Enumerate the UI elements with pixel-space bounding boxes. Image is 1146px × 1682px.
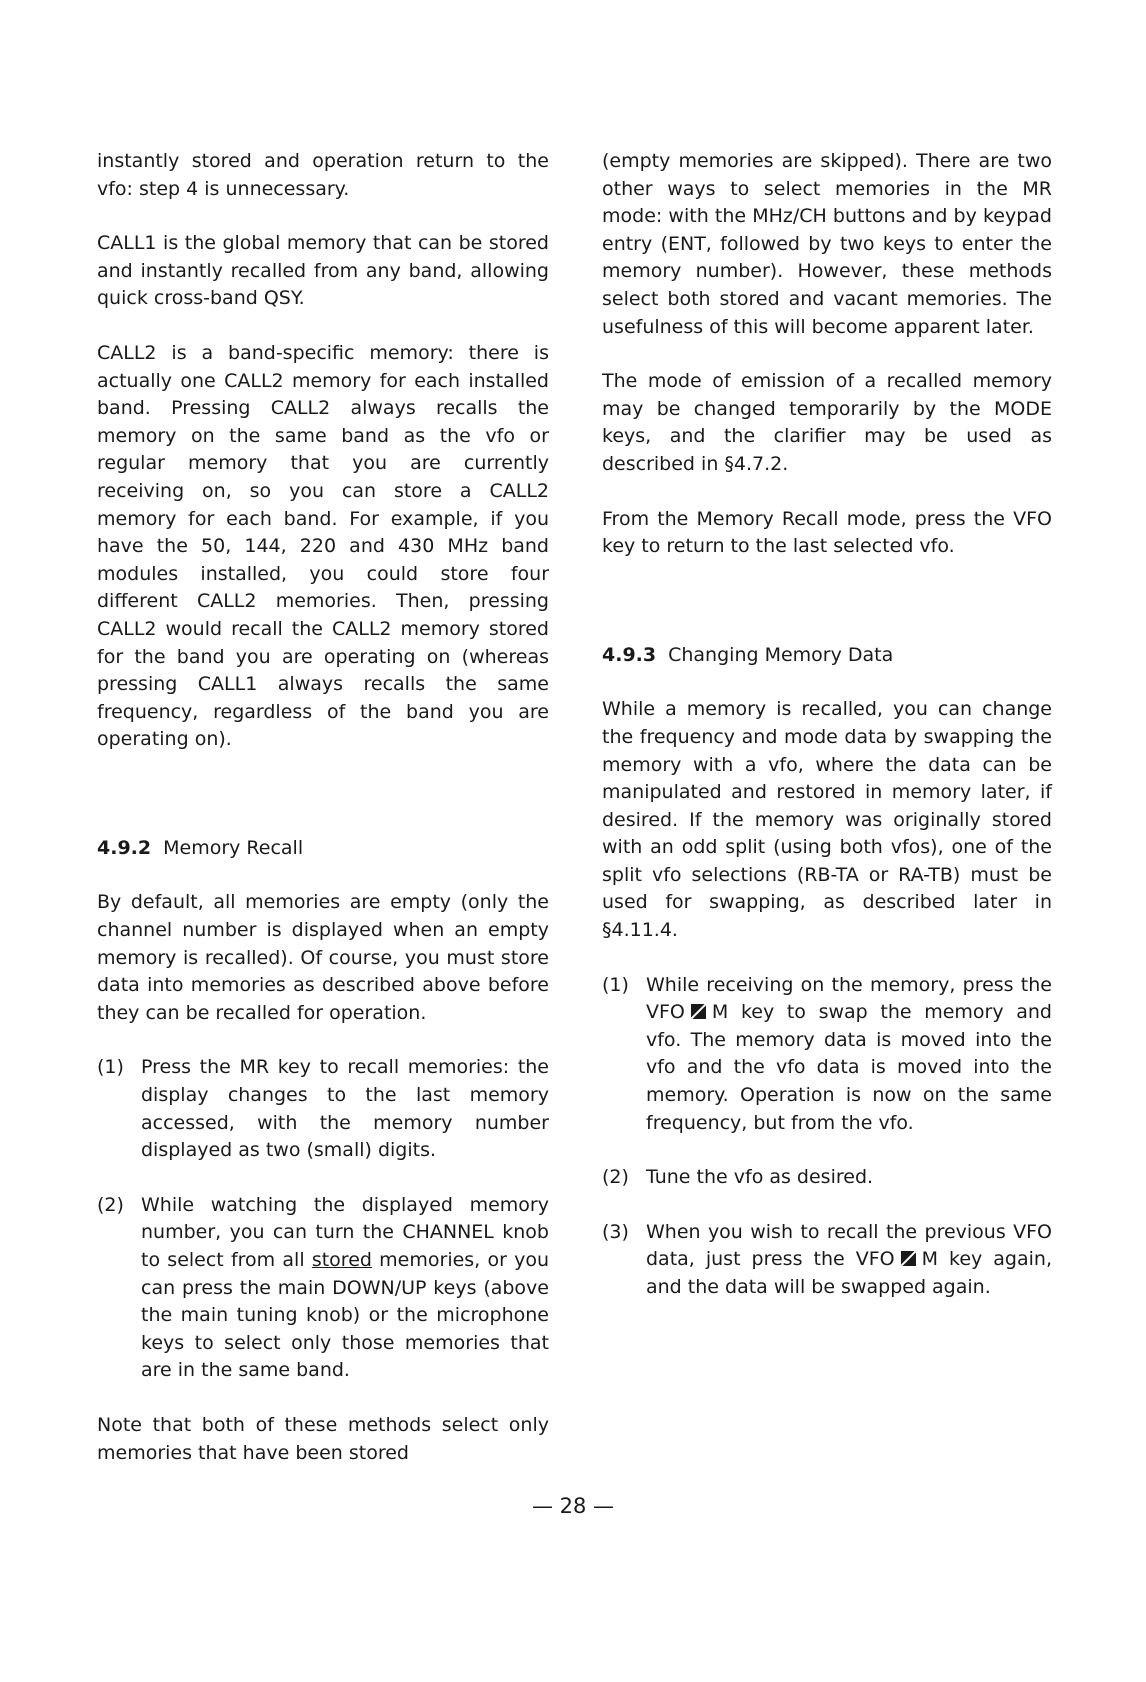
section-heading-4-9-2 [97, 835, 549, 863]
paragraph: While a memory is recalled, you can change the frequency and mode data by swapping the memory with a vfo, where the data can be manipulated and restored in memory later, if desired. If the memory was originally stored with an odd split (using both vfos), one of the split vfo selections (RB-TA or RA-TB) must be used for swapping, as described later in §4.11.4. [602, 698, 1052, 942]
vfo-m-swap-icon [901, 1251, 916, 1266]
list-text: While receiving on the memory, press the VFO M key to swap the memory and vfo. The memory data is moved into the vfo and the vfo data is moved into the memory. Operation is now on the same frequency, but from the vfo. [646, 973, 1052, 1134]
underlined-word: stored [311, 1249, 372, 1271]
paragraph: The mode of emission of a recalled memory may be changed temporarily by the MODE keys, and the clarifier may be used as described in §4.7.2. [602, 370, 1052, 475]
left-column [97, 148, 549, 1494]
vfo-m-swap-icon [691, 1004, 706, 1019]
section-title: Memory Recall [163, 836, 304, 859]
paragraph: Note that both of these methods select only memories that have been stored [97, 1413, 549, 1464]
section-number: 4.9.3 [602, 643, 657, 666]
page-number: — 28 — [531, 1494, 615, 1518]
paragraph: CALL2 is a band-specific memory: there is actually one CALL2 memory for each installed band. Pressing CALL2 always recalls the memory on the same band as the vfo or regular memory that you are currently receiving on, so you can store a CALL2 memory for each band. For example, if you have the 50, 144, 220 and 430 MHz band modules installed, you could store four different CALL2 memories. Then, pressing CALL2 would recall the CALL2 memory stored for the band you are operating on (whereas pressing CALL1 always recalls the same frequency, regardless of the band you are operating on). [97, 341, 549, 751]
list-item [602, 1219, 1052, 1302]
list-number: (1) [602, 973, 629, 996]
paragraph: (empty memories are skipped). There are two other ways to select memories in the MR mode: with the MHz/CH buttons and by keypad entry (ENT, followed by two keys to enter the memory number). However, these methods select both stored and vacant memories. The usefulness of this will become apparent later. [602, 150, 1052, 338]
paragraph: By default, all memories are empty (only the channel number is displayed when an empty memory is recalled). Of course, you must store data into memories as described above before they can be recalled for operation. [97, 891, 549, 1024]
paragraph: From the Memory Recall mode, press the VFO key to return to the last selected vfo. [602, 507, 1052, 558]
paragraph: CALL1 is the global memory that can be stored and instantly recalled from any band, allowing quick cross-band QSY. [97, 232, 549, 310]
list-text: Tune the vfo as desired. [646, 1166, 874, 1189]
list-text: While watching the displayed memory number, you can turn the CHANNEL knob to select from all stored memories, or you can press the main DOWN/UP keys (above the main tuning knob) or the microphone keys to select only those memories that are in the same band. [141, 1193, 550, 1382]
list-item [602, 1164, 1052, 1192]
list-number: (2) [602, 1166, 629, 1189]
section-number: 4.9.2 [97, 836, 152, 859]
list-text: When you wish to recall the previous VFO data, just press the VFO M key again, and the data will be swapped again. [646, 1220, 1052, 1298]
list-item [97, 1054, 549, 1164]
section-title: Changing Memory Data [668, 643, 894, 666]
paragraph: instantly stored and operation return to the vfo: step 4 is unnecessary. [97, 150, 549, 200]
list-item [602, 972, 1052, 1138]
list-text: Press the MR key to recall memories: the display changes to the last memory accessed, with the memory number displayed as two (small) digits. [141, 1056, 549, 1162]
list-item [97, 1192, 549, 1385]
list-number: (2) [97, 1193, 124, 1216]
list-number: (1) [97, 1056, 124, 1079]
right-column [602, 148, 1052, 1329]
list-number: (3) [602, 1220, 629, 1243]
section-heading-4-9-3 [602, 642, 1052, 670]
